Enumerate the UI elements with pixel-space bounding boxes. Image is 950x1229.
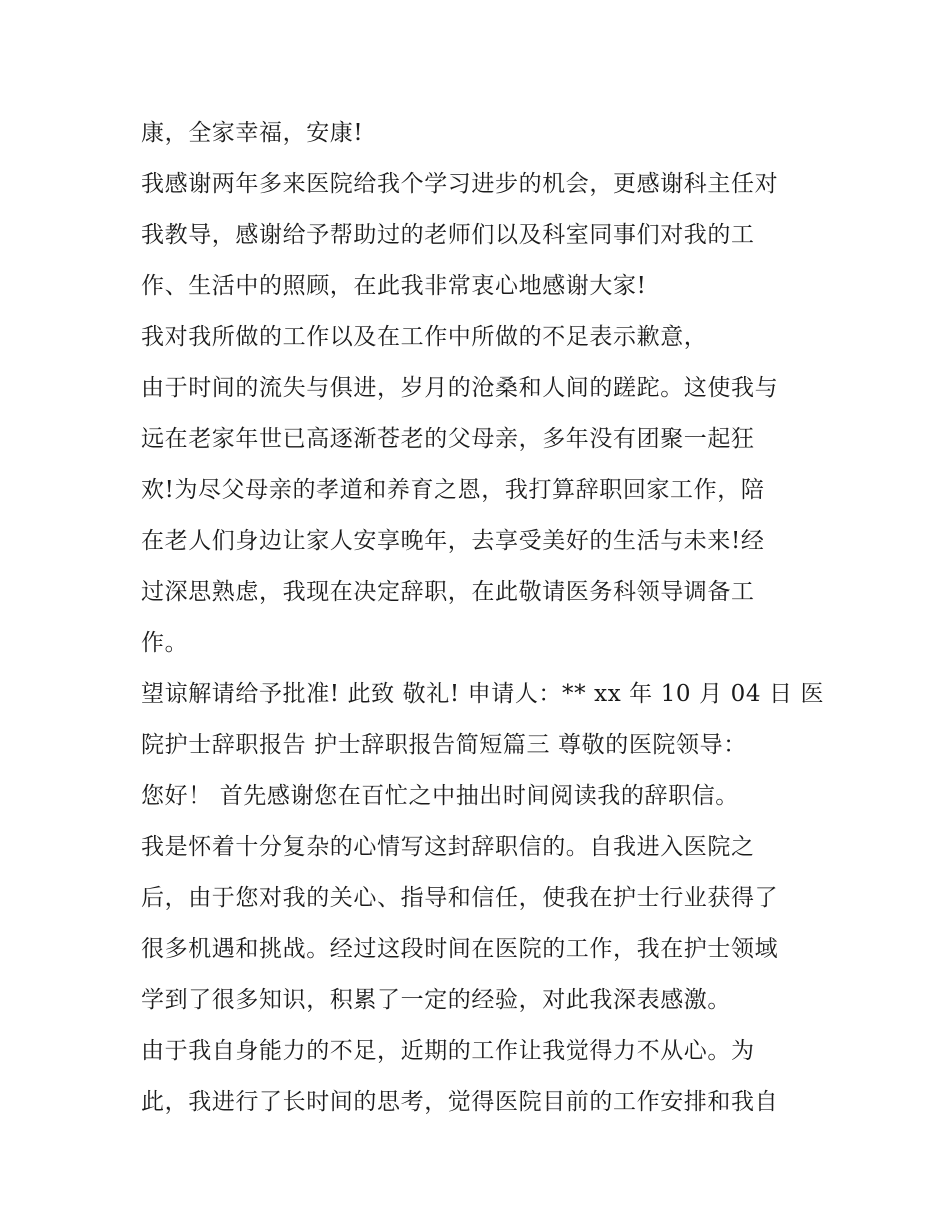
text-line: 过深思熟虑，我现在决定辞职，在此敬请医务科领导调备工 <box>141 579 755 605</box>
text-line: 望谅解请给予批准! 此致 敬礼! 申请人：** xx 年 10 月 04 日 医 <box>141 681 825 707</box>
text-line: 很多机遇和挑战。经过这段时间在医院的工作，我在护士领域 <box>141 936 779 962</box>
text-line: 由于我自身能力的不足，近期的工作让我觉得力不从心。为 <box>141 1038 755 1064</box>
text-line: 您好！ 首先感谢您在百忙之中抽出时间阅读我的辞职信。 <box>141 783 739 809</box>
text-line: 欢!为尽父母亲的孝道和养育之恩，我打算辞职回家工作，陪 <box>141 477 765 503</box>
text-line: 康，全家幸福，安康! <box>141 120 364 146</box>
text-line: 我对我所做的工作以及在工作中所做的不足表示歉意， <box>141 324 708 350</box>
text-line: 后，由于您对我的关心、指导和信任，使我在护士行业获得了 <box>141 885 779 911</box>
text-line: 此，我进行了长时间的思考，觉得医院目前的工作安排和我自 <box>141 1089 779 1115</box>
text-line: 远在老家年世已高逐渐苍老的父母亲，多年没有团聚一起狂 <box>141 426 755 452</box>
document-body <box>141 108 825 1128</box>
text-line: 学到了很多知识，积累了一定的经验，对此我深表感激。 <box>141 987 731 1013</box>
text-line: 我感谢两年多来医院给我个学习进步的机会，更感谢科主任对 <box>141 171 779 197</box>
text-line: 我教导，感谢给予帮助过的老师们以及科室同事们对我的工 <box>141 222 755 248</box>
text-line: 我是怀着十分复杂的心情写这封辞职信的。自我进入医院之 <box>141 834 755 860</box>
text-line: 作。 <box>141 630 189 656</box>
text-line: 由于时间的流失与俱进，岁月的沧桑和人间的蹉跎。这使我与 <box>141 375 779 401</box>
text-line: 院护士辞职报告 护士辞职报告简短篇三 尊敬的医院领导： <box>141 732 747 758</box>
text-line: 作、生活中的照顾，在此我非常衷心地感谢大家! <box>141 273 647 299</box>
text-line: 在老人们身边让家人安享晚年，去享受美好的生活与未来!经 <box>141 528 765 554</box>
